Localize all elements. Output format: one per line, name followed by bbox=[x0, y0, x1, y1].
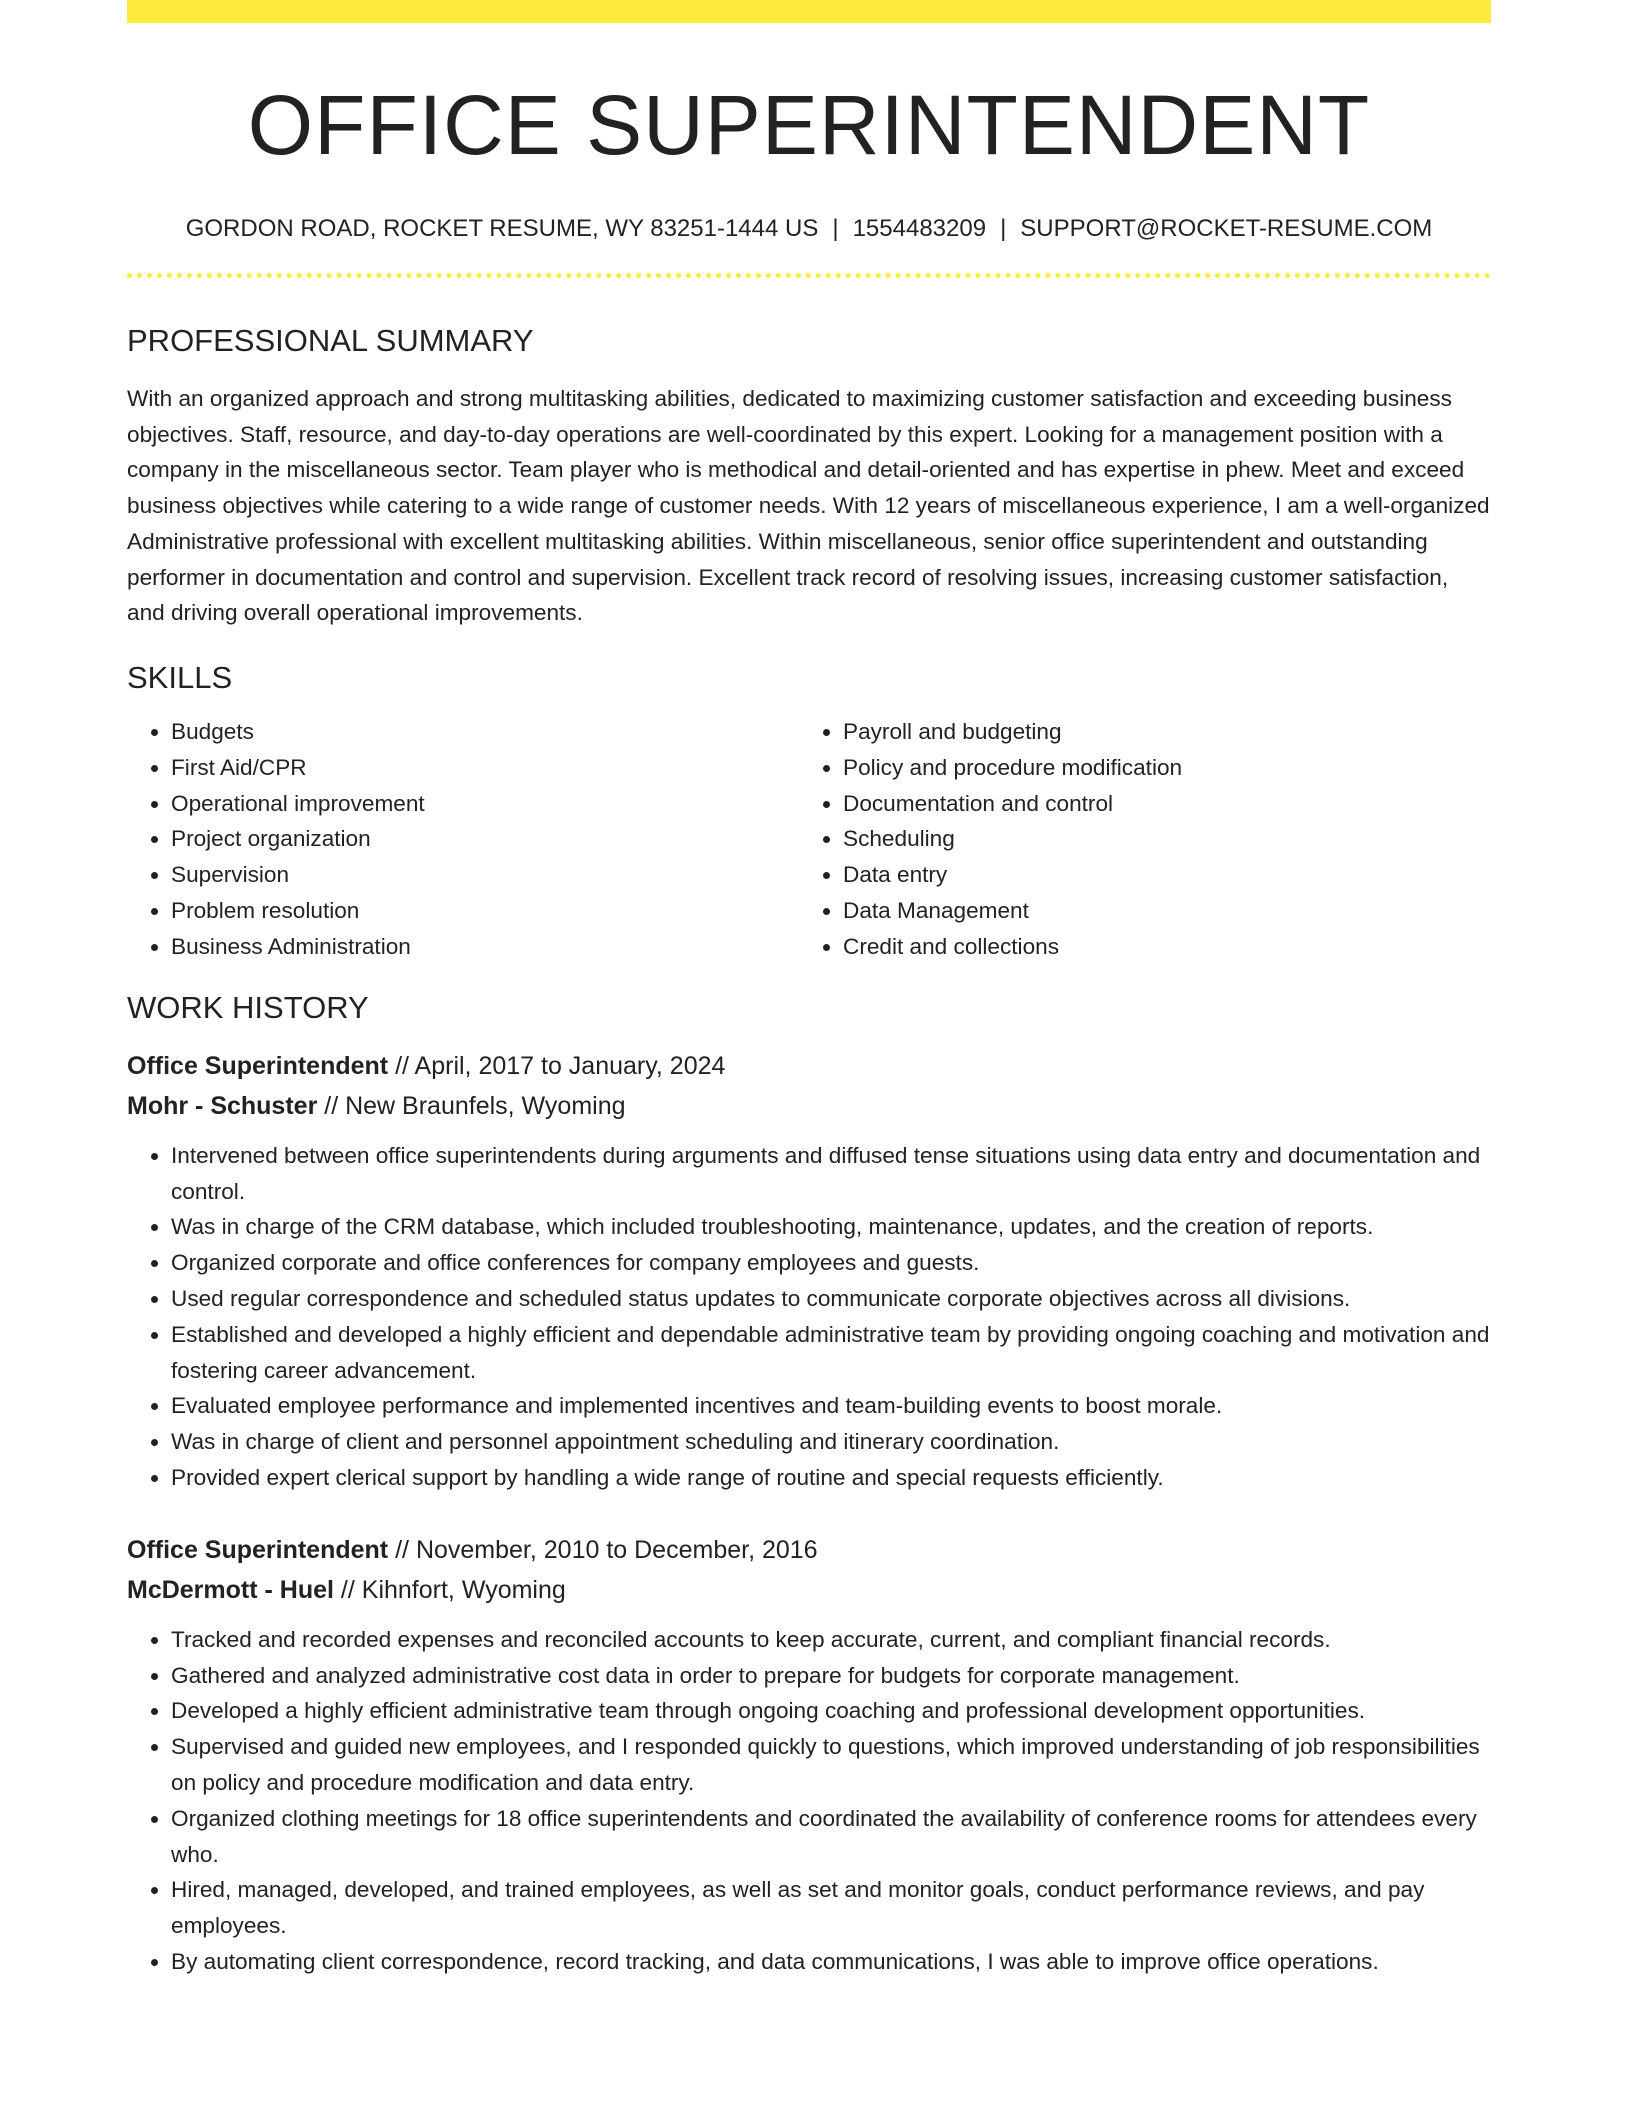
job-delimiter: // bbox=[388, 1535, 416, 1564]
skill-item: • Problem resolution bbox=[171, 893, 799, 929]
job-delimiter: // bbox=[317, 1091, 346, 1120]
skill-item: • Business Administration bbox=[171, 929, 799, 965]
job-bullet: • Developed a highly efficient administrative team through ongoing coaching and professional development opportunities. bbox=[171, 1693, 1491, 1729]
job-dates: November, 2010 to December, 2016 bbox=[415, 1535, 818, 1564]
job-company-line bbox=[127, 1570, 1491, 1610]
job-bullet: • Gathered and analyzed administrative cost data in order to prepare for budgets for corporate management. bbox=[171, 1658, 1491, 1694]
skill-item: • Data Management bbox=[843, 893, 1471, 929]
skills-column-left bbox=[127, 714, 799, 965]
job-bullet: • Organized corporate and office conferences for company employees and guests. bbox=[171, 1245, 1491, 1281]
summary-heading: PROFESSIONAL SUMMARY bbox=[127, 322, 534, 358]
skill-item: • Data entry bbox=[843, 857, 1471, 893]
contact-email[interactable]: SUPPORT@ROCKET-RESUME.COM bbox=[1020, 215, 1433, 242]
work-history-heading: WORK HISTORY bbox=[127, 989, 369, 1025]
resume-name-title: OFFICE SUPERINTENDENT bbox=[247, 78, 1371, 172]
contact-line bbox=[127, 215, 1491, 244]
job-title-line bbox=[127, 1046, 1491, 1086]
job-company-line bbox=[127, 1086, 1491, 1126]
job-bullet: • Was in charge of client and personnel appointment scheduling and itinerary coordination. bbox=[171, 1424, 1491, 1460]
skill-item: • Operational improvement bbox=[171, 786, 799, 822]
job-delimiter: // bbox=[388, 1051, 415, 1080]
skill-item: • Documentation and control bbox=[843, 786, 1471, 822]
skill-item: • Credit and collections bbox=[843, 929, 1471, 965]
skill-item: • Supervision bbox=[171, 857, 799, 893]
skills-heading: SKILLS bbox=[127, 659, 233, 695]
job-entry bbox=[127, 1530, 1491, 1980]
skill-item: • Scheduling bbox=[843, 821, 1471, 857]
job-company: McDermott - Huel bbox=[127, 1575, 334, 1604]
skill-item: • First Aid/CPR bbox=[171, 750, 799, 786]
job-bullet: • Hired, managed, developed, and trained employees, as well as set and monitor goals, conduct performance reviews, and pay employees. bbox=[171, 1872, 1491, 1944]
job-bullets bbox=[127, 1138, 1491, 1496]
job-bullet: • Intervened between office superintendents during arguments and diffused tense situations using data entry and documentation and control. bbox=[171, 1138, 1491, 1210]
job-company: Mohr - Schuster bbox=[127, 1091, 318, 1120]
job-bullet: • Was in charge of the CRM database, which included troubleshooting, maintenance, updates, and the creation of reports. bbox=[171, 1209, 1491, 1245]
contact-phone[interactable]: 1554483209 bbox=[852, 215, 987, 242]
summary-text: With an organized approach and strong multitasking abilities, dedicated to maximizing customer satisfaction and exceeding business objectives. Staff, resource, and day-to-day operations are well-coordinated by this expert. Looking for a management position with a company in the miscellaneous sector. Team player who is methodical and detail-oriented and has expertise in phew. Meet and exceed business objectives while catering to a wide range of customer needs. With 12 years of miscellaneous experience, I am a well-organized Administrative professional with excellent multitasking abilities. Within miscellaneous, senior office superintendent and outstanding performer in documentation and control and supervision. Excellent track record of resolving issues, increasing customer satisfaction, and driving overall operational improvements. bbox=[127, 385, 1490, 626]
job-bullet: • Supervised and guided new employees, and I responded quickly to questions, which improved understanding of job responsibilities on policy and procedure modification and data entry. bbox=[171, 1729, 1491, 1801]
job-entry bbox=[127, 1046, 1491, 1496]
skill-item: • Policy and procedure modification bbox=[843, 750, 1471, 786]
skill-item: • Budgets bbox=[171, 714, 799, 750]
resume-page bbox=[127, 0, 1491, 1980]
job-dates: April, 2017 to January, 2024 bbox=[414, 1051, 726, 1080]
job-bullet: • Evaluated employee performance and implemented incentives and team-building events to boost morale. bbox=[171, 1388, 1491, 1424]
job-bullet: • Organized clothing meetings for 18 office superintendents and coordinated the availability of conference rooms for attendees every who. bbox=[171, 1801, 1491, 1873]
job-bullet: • Established and developed a highly efficient and dependable administrative team by providing ongoing coaching and motivation and fostering career advancement. bbox=[171, 1317, 1491, 1389]
accent-top-bar bbox=[127, 0, 1491, 23]
job-bullet: • Tracked and recorded expenses and reconciled accounts to keep accurate, current, and compliant financial records. bbox=[171, 1622, 1491, 1658]
job-location: New Braunfels, Wyoming bbox=[345, 1091, 626, 1120]
job-title: Office Superintendent bbox=[127, 1535, 389, 1564]
skills-column-right bbox=[799, 714, 1471, 965]
contact-address: GORDON ROAD, ROCKET RESUME, WY 83251-1444 US bbox=[185, 215, 819, 242]
skill-item: • Project organization bbox=[171, 821, 799, 857]
skills-list bbox=[127, 714, 1491, 965]
job-bullet: • Used regular correspondence and scheduled status updates to communicate corporate objectives across all divisions. bbox=[171, 1281, 1491, 1317]
job-title: Office Superintendent bbox=[127, 1051, 389, 1080]
skill-item: • Payroll and budgeting bbox=[843, 714, 1471, 750]
job-bullet: • By automating client correspondence, record tracking, and data communications, I was able to improve office operations. bbox=[171, 1944, 1491, 1980]
dotted-divider bbox=[127, 273, 1491, 278]
job-bullet: • Provided expert clerical support by handling a wide range of routine and special requests efficiently. bbox=[171, 1460, 1491, 1496]
job-title-line bbox=[127, 1530, 1491, 1570]
contact-separator: | bbox=[832, 215, 839, 242]
contact-separator: | bbox=[1000, 215, 1007, 242]
job-delimiter: // bbox=[333, 1575, 362, 1604]
job-location: Kihnfort, Wyoming bbox=[361, 1575, 566, 1604]
job-bullets bbox=[127, 1622, 1491, 1980]
